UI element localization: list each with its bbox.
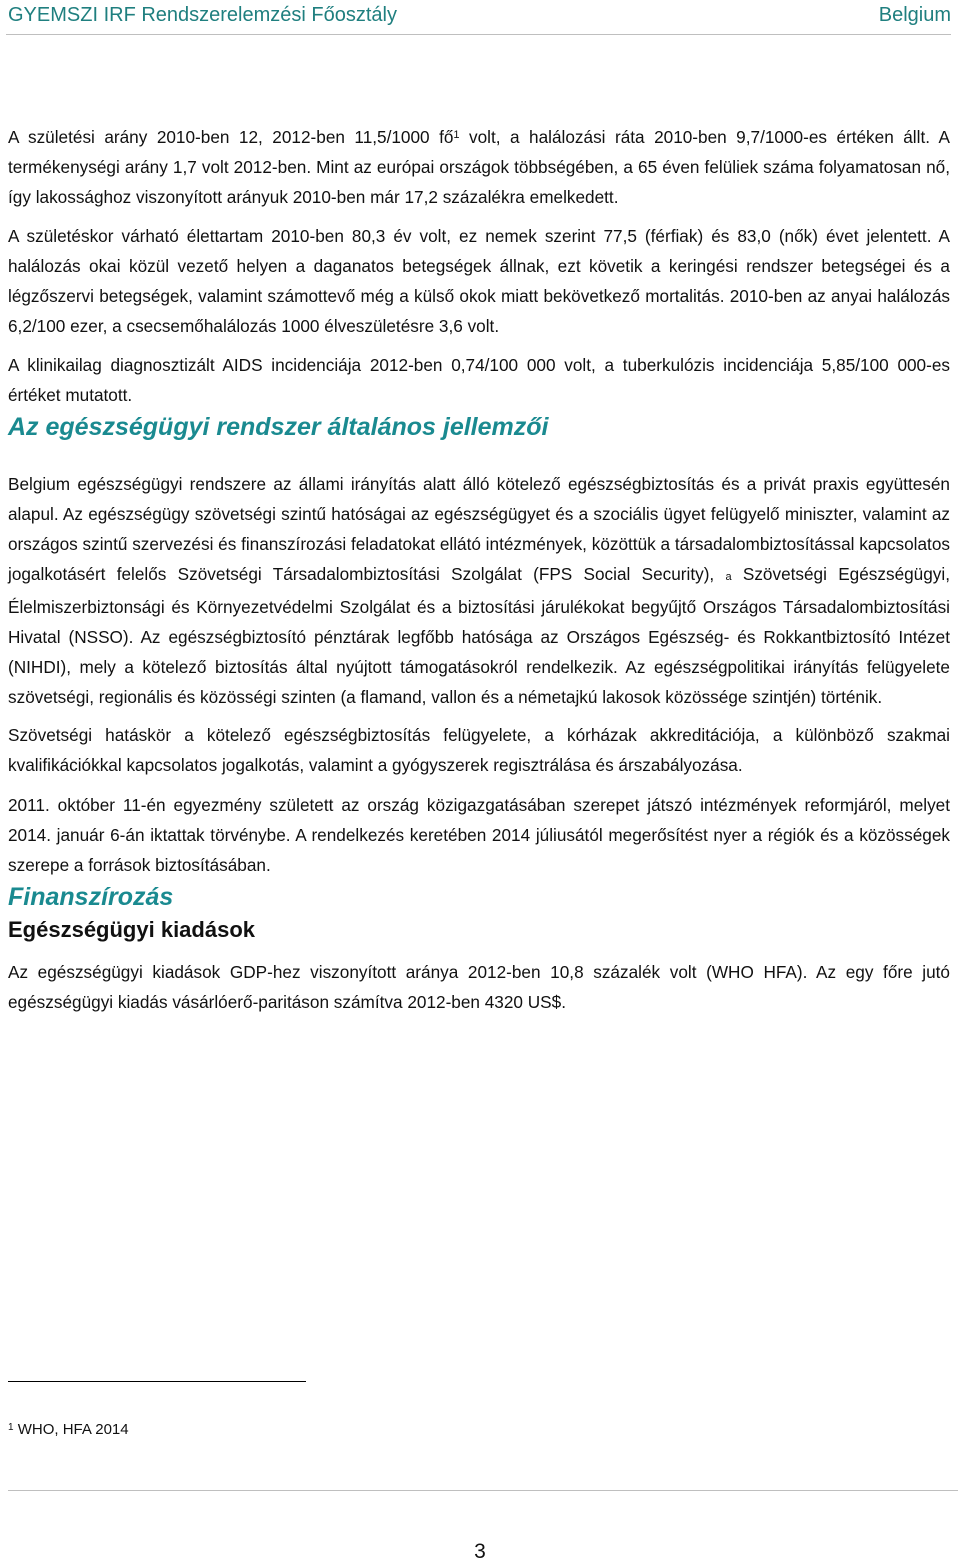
paragraph-text: Belgium egészségügyi rendszere az állami irányítás alatt álló kötelező egészségbiztosítás és a privát praxis együttesén alapul. Az egészségügy szövetségi szintű hatóságai az egészségügyet és a szociális ügyet felügyelő miniszter, valamint az országos szintű szervezési és finanszírozási feladatokat ellátó intézmények, közöttük a társadalombiztosítással kapcsolatos jogalkotásért felelős Szövetségi Társadalombiztosítási Szolgálat (FPS Social Security), xyxy=(8,474,950,584)
header-organization: GYEMSZI IRF Rendszerelemzési Főosztály xyxy=(8,4,397,26)
page-header xyxy=(6,0,951,35)
footnote xyxy=(8,1418,129,1440)
paragraph-birth-rate xyxy=(8,120,950,212)
paragraph-aids-incidence: A klinikailag diagnosztizált AIDS incidenciája 2012-ben 0,74/100 000 volt, a tuberkulózis incidenciája 5,85/100 000-es értéket mutatott. xyxy=(8,355,950,405)
footer-separator xyxy=(8,1490,958,1491)
subheading-health-expenditure: Egészségügyi kiadások xyxy=(8,917,255,942)
footnote-mark: 1 xyxy=(8,1422,14,1433)
paragraph-text: Szövetségi Egészségügyi, Élelmiszerbiztonsági és Környezetvédelmi Szolgálat és a biztosítási járulékokat begyűjtő Országos Társadalombiztosítási Hivatal (NSSO). Az egészségbiztosító pénztárak legfőbb hatósága az Országos Egészség- és Rokkantbiztosító Intézet (NIHDI), mely a kötelező biztosítás által nyújtott támogatásokról rendelkezik. Az egészségpolitikai irányítás felügyelete szövetségi, regionális és közösségi szinten (a flamand, vallon és a németajkú lakosok közössége szintjén) történik. xyxy=(8,564,950,707)
paragraph-federal-competence: Szövetségi hatáskör a kötelező egészségbiztosítás felügyelete, a kórházak akkreditációja, a különböző szakmai kvalifikációkkal kapcsolatos jogalkotás, valamint a gyógyszerek regisztrálása és árszabályozása. xyxy=(8,725,950,775)
section-heading-financing: Finanszírozás xyxy=(8,883,174,911)
small-article: a xyxy=(725,571,732,583)
paragraph-life-expectancy: A születéskor várható élettartam 2010-ben 80,3 év volt, ez nemek szerint 77,5 (férfiak) és 83,0 (nők) évet jelentett. A halálozás okai közül vezető helyen a daganatos betegségek állnak, ezt követik a keringési rendszer betegségei és a légzőszervi betegségek, valamint számottevő még a külső okok miatt bekövetkező mortalitás. 2010-ben az anyai halálozás 6,2/100 ezer, a csecsemőhalálozás 1000 élveszületésre 3,6 volt. xyxy=(8,226,950,336)
paragraph-text: A születési arány 2010-ben 12, 2012-ben 11,5/1000 fő xyxy=(8,127,454,147)
footnote-text: WHO, HFA 2014 xyxy=(13,1421,129,1438)
paragraph-reform-agreement: 2011. október 11-én egyezmény született az ország közigazgatásában szerepet játszó intézmények reformjáról, melyet 2014. január 6-án iktattak törvénybe. A rendelkezés keretében 2014 júliusától megerősítést nyer a régiók és a közösségek szerepe a források biztosításában. xyxy=(8,795,950,875)
document-body xyxy=(8,120,950,1017)
paragraph-health-expenditure: Az egészségügyi kiadások GDP-hez viszonyított aránya 2012-ben 10,8 százalék volt (WHO HFA). Az egy főre jutó egészségügyi kiadás vásárlóerő-paritáson számítva 2012-ben 4320 US$. xyxy=(8,962,950,1012)
footnote-reference: 1 xyxy=(453,129,460,141)
header-country: Belgium xyxy=(878,4,951,26)
footnote-separator xyxy=(8,1381,306,1382)
paragraph-health-system xyxy=(8,469,950,712)
paragraph-text: volt, a halálozási ráta 2010-ben 9,7/1000-es értéken állt. A termékenységi arány 1,7 volt 2012-ben. Mint az európai országok többségében, a 65 éven felüliek száma folyamatosan nő, így lakossághoz viszonyított arányuk 2010-ben már 17,2 százalékra emelkedett. xyxy=(8,127,950,207)
section-heading-health-system: Az egészségügyi rendszer általános jellemzői xyxy=(8,413,549,441)
page-number: 3 xyxy=(474,1540,486,1563)
